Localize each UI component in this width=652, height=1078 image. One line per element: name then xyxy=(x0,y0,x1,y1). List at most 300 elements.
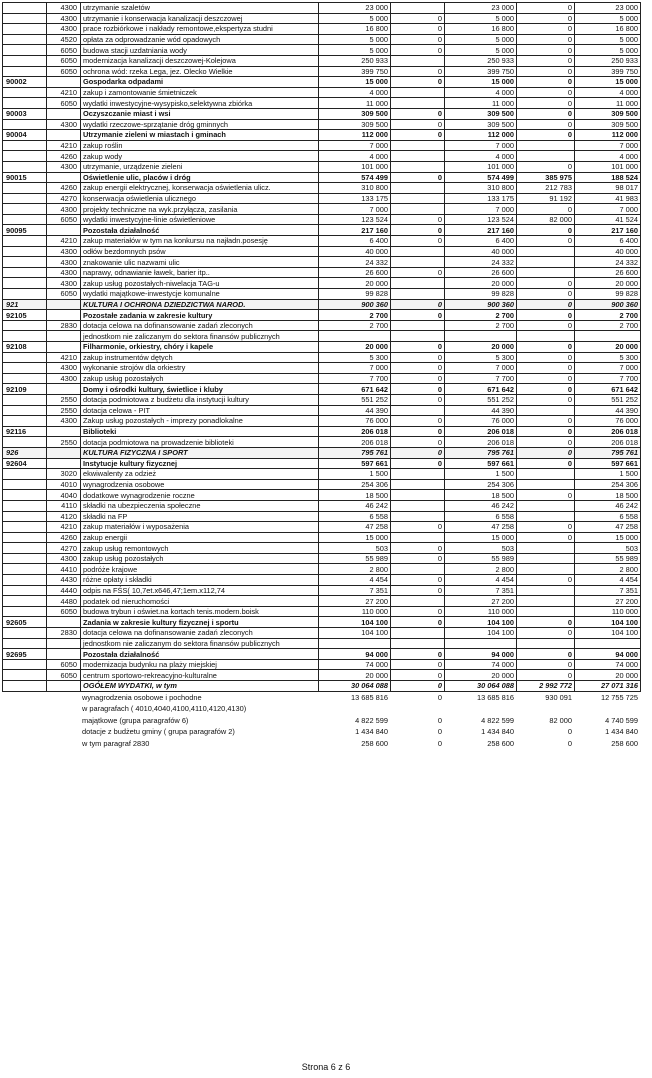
total-amount-cell: 20 000 xyxy=(445,278,517,289)
total-amount-cell: 101 000 xyxy=(445,161,517,172)
total-amount-cell: 551 252 xyxy=(445,394,517,405)
description-cell: składki na ubezpieczenia społeczne xyxy=(81,500,319,511)
subsidy-amount-cell: 0 xyxy=(517,289,575,300)
page-footer: Strona 6 z 6 xyxy=(301,1062,351,1072)
subsidy-amount-cell: 0 xyxy=(517,3,575,14)
section-code-cell xyxy=(3,564,47,575)
table-row xyxy=(3,575,641,586)
description-cell: zakup usług remontowych xyxy=(81,543,319,554)
own-amount-cell: 2 700 xyxy=(575,310,641,321)
table-row xyxy=(3,34,641,45)
plan-amount-cell: 99 828 xyxy=(319,289,391,300)
plan-amount-cell: 309 500 xyxy=(319,108,391,119)
total-amount-cell: 597 661 xyxy=(445,458,517,469)
summary-table xyxy=(2,692,640,750)
plan-amount-cell: 47 258 xyxy=(319,522,391,533)
plan-amount-cell: 15 000 xyxy=(319,532,391,543)
paragraph-code-cell: 4270 xyxy=(47,543,81,554)
description-cell: modernizacja budynku na plaży miejskiej xyxy=(81,659,319,670)
plan-amount-cell: 24 332 xyxy=(319,257,391,268)
total-amount-cell: 24 332 xyxy=(445,257,517,268)
own-amount-cell: 597 661 xyxy=(575,458,641,469)
paragraph-code-cell: 4210 xyxy=(47,87,81,98)
plan-amount-cell: 2 700 xyxy=(319,320,391,331)
plan-amount-cell xyxy=(319,638,391,649)
change-amount-cell xyxy=(391,246,445,257)
description-cell: centrum sportowo-rekreacyjno-kulturalne xyxy=(81,670,319,681)
own-amount-cell: 20 000 xyxy=(575,342,641,353)
description-cell: podróże krajowe xyxy=(81,564,319,575)
plan-amount-cell: 5 000 xyxy=(319,13,391,24)
section-code-cell: 92604 xyxy=(3,458,47,469)
paragraph-code-cell: 4300 xyxy=(47,161,81,172)
paragraph-code-cell: 6050 xyxy=(47,606,81,617)
total-amount-cell: 110 000 xyxy=(445,606,517,617)
subsidy-amount-cell: 0 xyxy=(517,447,575,458)
summary-row xyxy=(2,738,640,750)
paragraph-code-cell: 6050 xyxy=(47,55,81,66)
table-row xyxy=(3,183,641,194)
change-amount-cell: 0 xyxy=(391,172,445,183)
change-amount-cell xyxy=(391,87,445,98)
subsidy-amount-cell: 0 xyxy=(517,342,575,353)
plan-amount-cell: 7 000 xyxy=(319,140,391,151)
plan-amount-cell: 104 100 xyxy=(319,617,391,628)
section-code-cell xyxy=(3,479,47,490)
total-amount-cell: 40 000 xyxy=(445,246,517,257)
own-amount-cell: 104 100 xyxy=(575,617,641,628)
change-amount-cell xyxy=(391,469,445,480)
description-cell: jednostkom nie zaliczanym do sektora finansów publicznych xyxy=(81,331,319,342)
description-cell: odłów bezdomnych psów xyxy=(81,246,319,257)
change-amount-cell: 0 xyxy=(391,130,445,141)
description-cell: naprawy, odnawianie ławek, barier itp.. xyxy=(81,267,319,278)
subsidy-amount-cell: 0 xyxy=(517,98,575,109)
section-code-cell xyxy=(3,522,47,533)
total-amount-cell: 310 800 xyxy=(445,183,517,194)
section-code-cell xyxy=(3,183,47,194)
paragraph-code-cell xyxy=(47,681,81,692)
paragraph-code-cell xyxy=(47,77,81,88)
change-amount-cell xyxy=(391,638,445,649)
total-amount-cell: 7 351 xyxy=(445,585,517,596)
description-cell: zakup usług pozostałych-niwelacja TAG-u xyxy=(81,278,319,289)
description-cell: wydatki inwestycyjne-linie oświetleniowe xyxy=(81,214,319,225)
section-code-cell: 90095 xyxy=(3,225,47,236)
table-row xyxy=(3,151,641,162)
change-amount-cell xyxy=(391,405,445,416)
own-amount-cell: 40 000 xyxy=(575,246,641,257)
table-row xyxy=(3,13,641,24)
paragraph-code-cell: 4260 xyxy=(47,532,81,543)
subsidy-amount-cell: 0 xyxy=(517,416,575,427)
summary-label: dotacje z budżetu gminy ( grupa paragrafów 2) xyxy=(82,727,235,737)
table-row xyxy=(3,320,641,331)
paragraph-code-cell: 4300 xyxy=(47,278,81,289)
own-amount-cell: 5 300 xyxy=(575,352,641,363)
section-code-cell xyxy=(3,87,47,98)
summary-change: 0 xyxy=(437,727,442,737)
subsidy-amount-cell xyxy=(517,564,575,575)
change-amount-cell xyxy=(391,278,445,289)
description-cell: budowa trybun i oświet.na kortach tenis.modern.boisk xyxy=(81,606,319,617)
own-amount-cell: 7 000 xyxy=(575,363,641,374)
table-row xyxy=(3,437,641,448)
plan-amount-cell: 110 000 xyxy=(319,606,391,617)
summary-change: 0 xyxy=(437,692,442,702)
plan-amount-cell: 5 000 xyxy=(319,34,391,45)
paragraph-code-cell: 6050 xyxy=(47,66,81,77)
own-amount-cell: 206 018 xyxy=(575,437,641,448)
change-amount-cell: 0 xyxy=(391,575,445,586)
paragraph-code-cell: 4260 xyxy=(47,183,81,194)
description-cell: ochrona wód: rzeka Lega, jez. Olecko Wielkie xyxy=(81,66,319,77)
paragraph-code-cell: 4300 xyxy=(47,13,81,24)
summary-plan: 258 600 xyxy=(361,738,388,748)
table-row xyxy=(3,479,641,490)
paragraph-code-cell xyxy=(47,649,81,660)
total-amount-cell: 309 500 xyxy=(445,108,517,119)
subsidy-amount-cell: 0 xyxy=(517,490,575,501)
table-row xyxy=(3,278,641,289)
plan-amount-cell: 44 390 xyxy=(319,405,391,416)
description-cell: Gospodarka odpadami xyxy=(81,77,319,88)
summary-plan xyxy=(318,703,390,715)
subsidy-amount-cell: 0 xyxy=(517,34,575,45)
section-row xyxy=(3,426,641,437)
plan-amount-cell: 16 800 xyxy=(319,24,391,35)
subsidy-amount-cell: 0 xyxy=(517,575,575,586)
description-cell: zakup instrumentów dętych xyxy=(81,352,319,363)
table-row xyxy=(3,373,641,384)
table-row xyxy=(3,522,641,533)
own-amount-cell: 309 500 xyxy=(575,119,641,130)
total-amount-cell: 5 000 xyxy=(445,34,517,45)
summary-plan: 4 822 599 xyxy=(355,715,388,725)
own-amount-cell: 399 750 xyxy=(575,66,641,77)
change-amount-cell xyxy=(391,490,445,501)
own-amount-cell: 5 000 xyxy=(575,13,641,24)
description-cell: wydatki rzeczowe-sprzątanie dróg gminnych xyxy=(81,119,319,130)
change-amount-cell xyxy=(391,331,445,342)
total-amount-cell: 27 200 xyxy=(445,596,517,607)
subsidy-amount-cell: 0 xyxy=(517,659,575,670)
subsidy-amount-cell: 0 xyxy=(517,45,575,56)
plan-amount-cell: 4 454 xyxy=(319,575,391,586)
section-row xyxy=(3,108,641,119)
subsidy-amount-cell: 0 xyxy=(517,394,575,405)
own-amount-cell: 27 071 316 xyxy=(575,681,641,692)
summary-change: 0 xyxy=(437,715,442,725)
section-code-cell xyxy=(3,585,47,596)
section-row xyxy=(3,172,641,183)
plan-amount-cell: 2 700 xyxy=(319,310,391,321)
subsidy-amount-cell xyxy=(517,585,575,596)
description-cell: podatek od nieruchomości xyxy=(81,596,319,607)
paragraph-code-cell xyxy=(47,342,81,353)
own-amount-cell: 217 160 xyxy=(575,225,641,236)
subsidy-amount-cell: 0 xyxy=(517,236,575,247)
plan-amount-cell: 55 989 xyxy=(319,553,391,564)
description-cell: zakup i zamontowanie śmietniczek xyxy=(81,87,319,98)
change-amount-cell: 0 xyxy=(391,299,445,310)
paragraph-code-cell: 4300 xyxy=(47,24,81,35)
own-amount-cell: 188 524 xyxy=(575,172,641,183)
plan-amount-cell: 26 600 xyxy=(319,267,391,278)
subsidy-amount-cell: 0 xyxy=(517,617,575,628)
section-code-cell xyxy=(3,55,47,66)
change-amount-cell xyxy=(391,204,445,215)
subsidy-amount-cell: 0 xyxy=(517,352,575,363)
total-amount-cell: 250 933 xyxy=(445,55,517,66)
subsidy-amount-cell: 2 992 772 xyxy=(517,681,575,692)
change-amount-cell: 0 xyxy=(391,458,445,469)
paragraph-code-cell: 4480 xyxy=(47,596,81,607)
paragraph-code-cell: 4300 xyxy=(47,373,81,384)
paragraph-code-cell xyxy=(47,331,81,342)
summary-subsidy: 82 000 xyxy=(549,715,572,725)
paragraph-code-cell: 2550 xyxy=(47,405,81,416)
own-amount-cell: 900 360 xyxy=(575,299,641,310)
own-amount-cell: 2 700 xyxy=(575,320,641,331)
section-code-cell xyxy=(3,511,47,522)
own-amount-cell: 7 000 xyxy=(575,204,641,215)
own-amount-cell: 110 000 xyxy=(575,606,641,617)
change-amount-cell: 0 xyxy=(391,352,445,363)
plan-amount-cell: 551 252 xyxy=(319,394,391,405)
section-row xyxy=(3,299,641,310)
section-code-cell xyxy=(3,416,47,427)
description-cell: Biblioteki xyxy=(81,426,319,437)
total-amount-cell: 20 000 xyxy=(445,670,517,681)
paragraph-code-cell: 4300 xyxy=(47,257,81,268)
own-amount-cell: 2 800 xyxy=(575,564,641,575)
section-code-cell xyxy=(3,575,47,586)
description-cell: utrzymanie, urządzenie zieleni xyxy=(81,161,319,172)
total-amount-cell: 76 000 xyxy=(445,416,517,427)
total-amount-cell: 206 018 xyxy=(445,426,517,437)
plan-amount-cell: 5 000 xyxy=(319,45,391,56)
table-row xyxy=(3,416,641,427)
own-amount-cell: 46 242 xyxy=(575,500,641,511)
own-amount-cell: 309 500 xyxy=(575,108,641,119)
paragraph-code-cell xyxy=(47,617,81,628)
description-cell: dotacja celowa - PIT xyxy=(81,405,319,416)
paragraph-code-cell: 4300 xyxy=(47,119,81,130)
subsidy-amount-cell xyxy=(517,543,575,554)
description-cell: utrzymanie szaletów xyxy=(81,3,319,14)
section-code-cell: 90003 xyxy=(3,108,47,119)
summary-total: 13 685 816 xyxy=(477,692,514,702)
table-row xyxy=(3,3,641,14)
table-row xyxy=(3,66,641,77)
paragraph-code-cell xyxy=(47,310,81,321)
description-cell: Utrzymanie zieleni w miastach i gminach xyxy=(81,130,319,141)
total-amount-cell: 104 100 xyxy=(445,617,517,628)
paragraph-code-cell: 6050 xyxy=(47,214,81,225)
plan-amount-cell xyxy=(319,331,391,342)
summary-subsidy xyxy=(516,703,574,715)
section-code-cell xyxy=(3,289,47,300)
total-amount-cell: 2 700 xyxy=(445,320,517,331)
table-row xyxy=(3,236,641,247)
total-amount-cell: 133 175 xyxy=(445,193,517,204)
description-cell: zakup energii elektrycznej, konserwacja oświetlenia ulicz. xyxy=(81,183,319,194)
subsidy-amount-cell xyxy=(517,606,575,617)
own-amount-cell: 16 800 xyxy=(575,24,641,35)
own-amount-cell: 55 989 xyxy=(575,553,641,564)
own-amount-cell: 24 332 xyxy=(575,257,641,268)
section-code-cell xyxy=(3,490,47,501)
section-row xyxy=(3,617,641,628)
plan-amount-cell: 309 500 xyxy=(319,119,391,130)
plan-amount-cell: 900 360 xyxy=(319,299,391,310)
description-cell: wykonanie strojów dla orkiestry xyxy=(81,363,319,374)
subsidy-amount-cell: 0 xyxy=(517,373,575,384)
description-cell: odpis na FŚS( 10,7et.x646,47;1em.x112,74 xyxy=(81,585,319,596)
own-amount-cell: 23 000 xyxy=(575,3,641,14)
total-amount-cell: 900 360 xyxy=(445,299,517,310)
total-amount-cell: 1 500 xyxy=(445,469,517,480)
section-code-cell xyxy=(3,151,47,162)
plan-amount-cell: 7 351 xyxy=(319,585,391,596)
paragraph-code-cell xyxy=(47,108,81,119)
change-amount-cell xyxy=(391,140,445,151)
own-amount-cell: 47 258 xyxy=(575,522,641,533)
subsidy-amount-cell xyxy=(517,405,575,416)
change-amount-cell xyxy=(391,193,445,204)
summary-spacer xyxy=(2,738,80,750)
section-code-cell xyxy=(3,13,47,24)
own-amount-cell: 4 454 xyxy=(575,575,641,586)
summary-label: w tym paragraf 2830 xyxy=(82,738,150,748)
total-amount-cell: 104 100 xyxy=(445,628,517,639)
description-cell: znakowanie ulic nazwami ulic xyxy=(81,257,319,268)
description-cell: wydatki inwestycyjne-wysypisko,selektywna zbiórka xyxy=(81,98,319,109)
section-code-cell: 90004 xyxy=(3,130,47,141)
paragraph-code-cell: 4110 xyxy=(47,500,81,511)
total-amount-cell xyxy=(445,638,517,649)
subsidy-amount-cell xyxy=(517,479,575,490)
subsidy-amount-cell xyxy=(517,331,575,342)
table-row xyxy=(3,500,641,511)
subsidy-amount-cell xyxy=(517,140,575,151)
own-amount-cell xyxy=(575,638,641,649)
own-amount-cell: 74 000 xyxy=(575,659,641,670)
table-row xyxy=(3,606,641,617)
subsidy-amount-cell: 0 xyxy=(517,204,575,215)
change-amount-cell: 0 xyxy=(391,373,445,384)
section-code-cell xyxy=(3,394,47,405)
change-amount-cell: 0 xyxy=(391,649,445,660)
subsidy-amount-cell: 82 000 xyxy=(517,214,575,225)
paragraph-code-cell: 4300 xyxy=(47,267,81,278)
summary-spacer xyxy=(2,726,80,738)
section-row xyxy=(3,77,641,88)
subsidy-amount-cell: 0 xyxy=(517,13,575,24)
change-amount-cell: 0 xyxy=(391,24,445,35)
own-amount-cell: 44 390 xyxy=(575,405,641,416)
change-amount-cell xyxy=(391,628,445,639)
plan-amount-cell: 30 064 088 xyxy=(319,681,391,692)
paragraph-code-cell: 4120 xyxy=(47,511,81,522)
change-amount-cell xyxy=(391,98,445,109)
total-amount-cell: 30 064 088 xyxy=(445,681,517,692)
table-row xyxy=(3,490,641,501)
change-amount-cell: 0 xyxy=(391,214,445,225)
section-row xyxy=(3,342,641,353)
subsidy-amount-cell: 91 192 xyxy=(517,193,575,204)
total-amount-cell: 7 700 xyxy=(445,373,517,384)
section-code-cell xyxy=(3,596,47,607)
change-amount-cell: 0 xyxy=(391,363,445,374)
own-amount-cell: 18 500 xyxy=(575,490,641,501)
section-code-cell xyxy=(3,659,47,670)
section-code-cell xyxy=(3,543,47,554)
plan-amount-cell: 20 000 xyxy=(319,278,391,289)
table-row xyxy=(3,331,641,342)
summary-own: 12 755 725 xyxy=(601,692,638,702)
total-amount-cell: 795 761 xyxy=(445,447,517,458)
section-code-cell xyxy=(3,98,47,109)
description-cell: Zadania w zakresie kultury fizycznej i sportu xyxy=(81,617,319,628)
description-cell: zakup wody xyxy=(81,151,319,162)
section-row xyxy=(3,649,641,660)
description-cell: zakup materiałów i wyposażenia xyxy=(81,522,319,533)
subsidy-amount-cell: 0 xyxy=(517,532,575,543)
subsidy-amount-cell xyxy=(517,469,575,480)
summary-spacer xyxy=(2,692,80,704)
summary-label: majątkowe (grupa paragrafów 6) xyxy=(82,715,189,725)
summary-label: wynagrodzenia osobowe i pochodne xyxy=(82,692,202,702)
section-row xyxy=(3,310,641,321)
change-amount-cell: 0 xyxy=(391,606,445,617)
summary-change: 0 xyxy=(437,738,442,748)
own-amount-cell: 26 600 xyxy=(575,267,641,278)
total-amount-cell: 20 000 xyxy=(445,342,517,353)
total-amount-cell: 574 499 xyxy=(445,172,517,183)
plan-amount-cell: 46 242 xyxy=(319,500,391,511)
subsidy-amount-cell: 0 xyxy=(517,24,575,35)
description-cell: konserwacja oświetlenia ulicznego xyxy=(81,193,319,204)
description-cell: Filharmonie, orkiestry, chóry i kapele xyxy=(81,342,319,353)
section-code-cell xyxy=(3,246,47,257)
summary-subsidy: 0 xyxy=(567,727,572,737)
change-amount-cell xyxy=(391,564,445,575)
section-code-cell xyxy=(3,681,47,692)
own-amount-cell: 250 933 xyxy=(575,55,641,66)
paragraph-code-cell xyxy=(47,447,81,458)
section-code-cell xyxy=(3,606,47,617)
paragraph-code-cell: 6050 xyxy=(47,670,81,681)
description-cell: dotacja podmiotowa z budżetu dla instytucji kultury xyxy=(81,394,319,405)
subsidy-amount-cell: 0 xyxy=(517,119,575,130)
subsidy-amount-cell: 0 xyxy=(517,458,575,469)
plan-amount-cell: 5 300 xyxy=(319,352,391,363)
change-amount-cell: 0 xyxy=(391,34,445,45)
change-amount-cell: 0 xyxy=(391,681,445,692)
own-amount-cell: 6 558 xyxy=(575,511,641,522)
table-row xyxy=(3,628,641,639)
budget-table xyxy=(2,2,641,692)
own-amount-cell: 551 252 xyxy=(575,394,641,405)
total-amount-cell: 112 000 xyxy=(445,130,517,141)
description-cell: projekty techniczne na wyk.przyłącza, zasilania xyxy=(81,204,319,215)
subsidy-amount-cell: 0 xyxy=(517,55,575,66)
table-row xyxy=(3,532,641,543)
own-amount-cell: 20 000 xyxy=(575,670,641,681)
section-code-cell xyxy=(3,553,47,564)
